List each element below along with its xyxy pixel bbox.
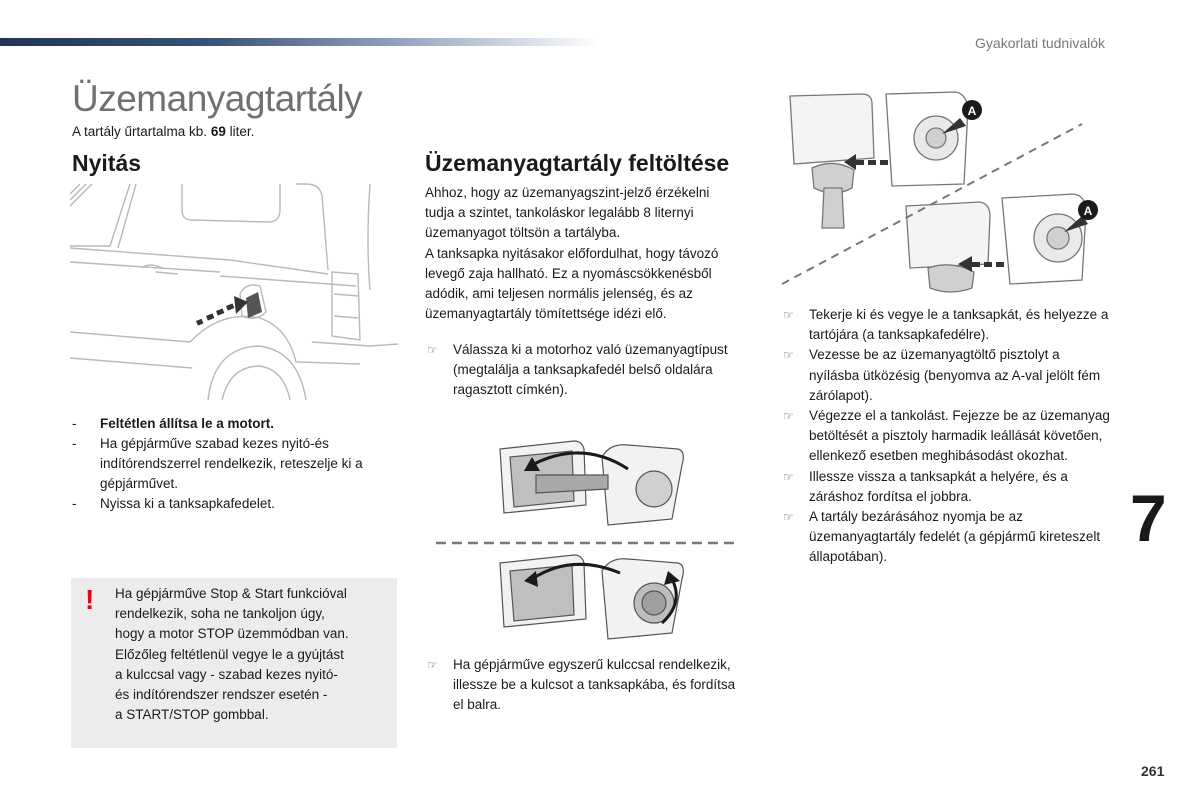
pointing-hand-icon: ☞ [427,658,438,672]
filler-neck-diagram [782,88,1112,308]
marker-a-top: A [967,104,977,118]
list-item [425,655,745,716]
simple-key-bullet [425,655,745,716]
pointing-hand-icon: ☞ [783,409,794,424]
warning-line: és indítórendszer rendszer esetén - [115,687,328,703]
heading-feltoltes: Üzemanyagtartály feltöltése [425,150,730,176]
warning-box [71,578,397,748]
warning-line: a START/STOP gombbal. [115,707,269,723]
list-item-text: Nyissa ki a tanksapkafedelet. [100,496,275,511]
list-item [781,467,1111,507]
fuel-cap-line-drawing [432,435,744,650]
capacity-text-after: liter. [225,124,255,139]
list-item [781,305,1111,345]
list-item-text: Tekerje ki és vegye le a tanksapkát, és helyezze a tartójára (a tanksapkafedélre). [809,307,1109,343]
list-item-text: Feltétlen állítsa le a motort. [100,416,275,431]
pointing-hand-icon: ☞ [783,348,794,363]
section-header: Gyakorlati tudnivalók [975,35,1105,51]
opening-steps-list [72,414,392,514]
list-item [72,434,392,494]
warning-line: Ha gépjárműve Stop & Start funkcióval [115,586,347,601]
intro-line: levegő zaja hallható. Ez a nyomáscsökkenésből [425,265,712,281]
header-color-bar [0,38,600,46]
pointing-hand-icon: ☞ [783,510,794,525]
list-item [72,494,392,514]
list-item-text: Ha gépjárműve szabad kezes nyitó-és indítórendszerrel rendelkezik, reteszelje ki a gépjárművet. [100,436,363,491]
capacity-note [72,124,254,139]
list-marker: - [72,436,77,451]
refuel-intro-paragraph [425,183,745,324]
filler-neck-line-drawing [782,88,1112,308]
list-item-text: A tartály bezárásához nyomja be az üzemanyagtartály fedelét (a gépjármű kireteszelt állapotában). [809,509,1101,565]
refuelling-steps-list [781,305,1111,568]
chapter-number: 7 [1130,481,1167,555]
fuel-type-bullet [425,340,745,401]
warning-line: a kulccsal vagy - szabad kezes nyitó- [115,666,338,682]
vehicle-fuel-flap-illustration [70,182,398,400]
list-item [72,414,392,434]
pointing-hand-icon: ☞ [783,469,794,484]
vehicle-line-drawing [70,182,398,400]
intro-line: Ahhoz, hogy az üzemanyagszint-jelző érzékelni [425,185,710,200]
list-item-text: Válassza ki a motorhoz való üzemanyagtípust (megtalálja a tanksapkafedél belső oldalára ragasztott címkén). [453,342,728,398]
list-item-text: Ha gépjárműve egyszerű kulccsal rendelkezik, illessze be a kulcsot a tanksapkába, és fordítsa el balra. [453,657,736,713]
marker-a-bottom: A [1083,204,1093,218]
intro-line: adódik, ami teljesen normális jelenség, és az [425,286,693,302]
list-marker: - [72,496,77,511]
list-item [425,340,745,401]
warning-text [115,584,390,725]
pointing-hand-icon: ☞ [427,343,438,357]
list-item [781,406,1111,467]
list-item-text: Végezze el a tankolást. Fejezze be az üzemanyag betöltését a pisztoly harmadik leállását követően, ellenkező esetben meghibásodást okozhat. [809,408,1110,464]
capacity-value: 69 [210,124,226,139]
list-item [781,345,1111,406]
intro-line: üzemanyagot töltsön a tartályba. [425,225,621,241]
warning-exclamation-icon: ! [85,584,95,615]
pointing-hand-icon: ☞ [783,308,794,322]
intro-line: üzemanyagtartály tömítettsége idézi elő. [425,306,667,322]
list-marker: - [72,416,77,431]
warning-line: rendelkezik, soha ne tankoljon úgy, [115,606,325,622]
list-item-text: Vezesse be az üzemanyagtöltő pisztolyt a nyílásba ütközésig (benyomva az A-val jelölt fém zárólapot). [809,347,1101,403]
capacity-text-before: A tartály űrtartalma kb. [72,124,211,139]
warning-line: hogy a motor STOP üzemmódban van. [115,626,349,642]
heading-nyitas: Nyitás [72,150,142,176]
list-item [781,507,1111,568]
warning-line: Előzőleg feltétlenül vegye le a gyújtást [115,646,344,662]
intro-line: tudja a szintet, tankoláskor legalább 8 liternyi [425,205,694,221]
list-item-text: Illessze vissza a tanksapkát a helyére, és a záráshoz fordítsa el jobbra. [809,468,1068,504]
intro-line: A tanksapka nyitásakor előfordulhat, hogy távozó [425,245,719,261]
page-title: Üzemanyagtartály [72,78,363,119]
fuel-cap-key-illustration [432,435,744,650]
page-number: 261 [1141,763,1165,779]
